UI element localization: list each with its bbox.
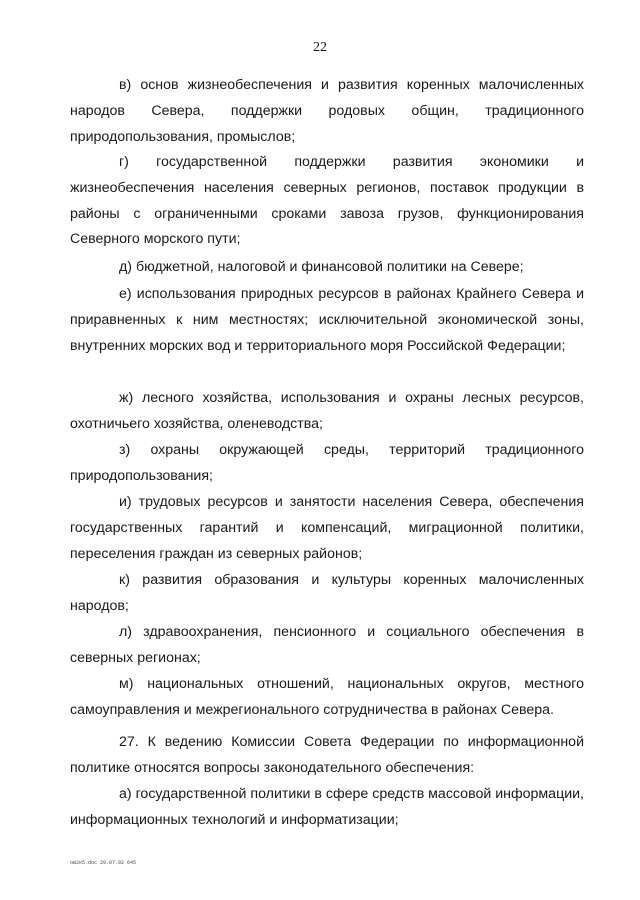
paragraph-a: а) государственной политики в сфере средств массовой информации, информационных технологий и информатизации;: [70, 786, 584, 828]
paragraph-zh: ж) лесного хозяйства, использования и охраны лесных ресурсов, охотничьего хозяйства, оленеводства;: [70, 390, 584, 432]
paragraph-g: г) государственной поддержки развития экономики и жизнеобеспечения населения северных регионов, поставок продукции в районы с ограниченными сроками завоза грузов, функционирования Северного морского пути;: [70, 154, 584, 248]
paragraph-d: д) бюджетной, налоговой и финансовой политики на Севере;: [119, 259, 524, 275]
paragraph-e: е) использования природных ресурсов в районах Крайнего Севера и приравненных к ним местностях; исключительной экономической зоны, внутренних морских вод и территориального моря Российской Федерации;: [70, 286, 584, 354]
paragraph-m: м) национальных отношений, национальных округов, местного самоуправления и межрегионального сотрудничества в районах Севера.: [70, 676, 584, 718]
paragraph-l: л) здравоохранения, пенсионного и социального обеспечения в северных регионах;: [70, 624, 584, 666]
paragraph-z: з) охраны окружающей среды, территорий традиционного природопользования;: [70, 442, 584, 484]
footer-file-stamp: ов2к5.doc 29.07.02 645: [70, 860, 137, 866]
paragraph-k: к) развития образования и культуры коренных малочисленных народов;: [70, 572, 584, 614]
page-number: 22: [313, 40, 327, 55]
paragraph-27: 27. К ведению Комиссии Совета Федерации по информационной политике относятся вопросы законодательного обеспечения:: [70, 734, 584, 776]
paragraph-i: и) трудовых ресурсов и занятости населения Севера, обеспечения государственных гарантий и компенсаций, миграционной политики, переселения граждан из северных районов;: [70, 494, 584, 562]
paragraph-v: в) основ жизнеобеспечения и развития коренных малочисленных народов Севера, поддержки родовых общин, традиционного природопользования, промыслов;: [70, 77, 584, 145]
